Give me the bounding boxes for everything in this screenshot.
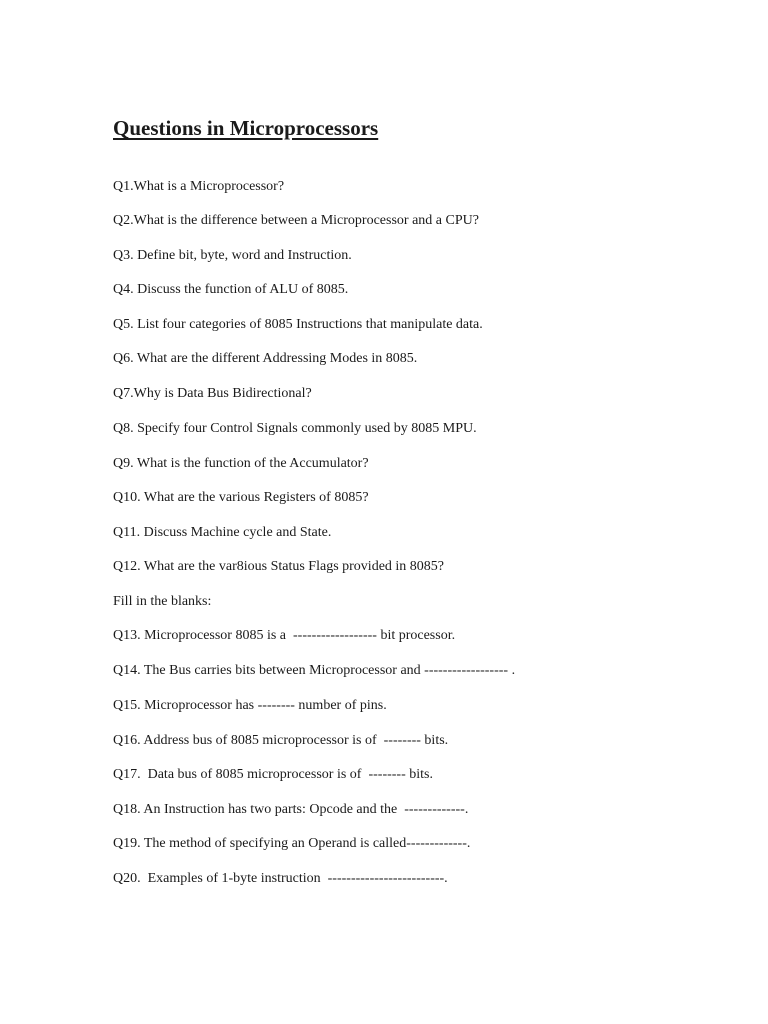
question-15: Q15. Microprocessor has -------- number of pins.: [113, 698, 387, 713]
question-16: Q16. Address bus of 8085 microprocessor is of -------- bits.: [113, 733, 449, 748]
question-6: Q6. What are the different Addressing Modes in 8085.: [113, 351, 418, 366]
question-13: Q13. Microprocessor 8085 is a ------------------ bit processor.: [113, 628, 456, 643]
question-11: Q11. Discuss Machine cycle and State.: [113, 525, 332, 540]
question-19: Q19. The method of specifying an Operand is called-------------.: [113, 836, 471, 851]
question-14: Q14. The Bus carries bits between Microprocessor and ------------------ .: [113, 663, 516, 678]
question-17: Q17. Data bus of 8085 microprocessor is of -------- bits.: [113, 767, 433, 782]
question-18: Q18. An Instruction has two parts: Opcode and the -------------.: [113, 802, 469, 817]
section-heading-fill-in-blanks: Fill in the blanks:: [113, 594, 212, 609]
question-8: Q8. Specify four Control Signals commonly used by 8085 MPU.: [113, 421, 477, 436]
question-2: Q2.What is the difference between a Microprocessor and a CPU?: [113, 213, 479, 228]
question-3: Q3. Define bit, byte, word and Instruction.: [113, 248, 352, 263]
question-5: Q5. List four categories of 8085 Instructions that manipulate data.: [113, 317, 483, 332]
question-1: Q1.What is a Microprocessor?: [113, 179, 285, 194]
question-7: Q7.Why is Data Bus Bidirectional?: [113, 386, 312, 401]
question-10: Q10. What are the various Registers of 8085?: [113, 490, 369, 505]
question-9: Q9. What is the function of the Accumulator?: [113, 456, 369, 471]
question-20: Q20. Examples of 1-byte instruction -------------------------.: [113, 871, 448, 886]
document-title: Questions in Microprocessors: [113, 116, 379, 140]
question-12: Q12. What are the var8ious Status Flags provided in 8085?: [113, 559, 445, 574]
question-4: Q4. Discuss the function of ALU of 8085.: [113, 282, 349, 297]
